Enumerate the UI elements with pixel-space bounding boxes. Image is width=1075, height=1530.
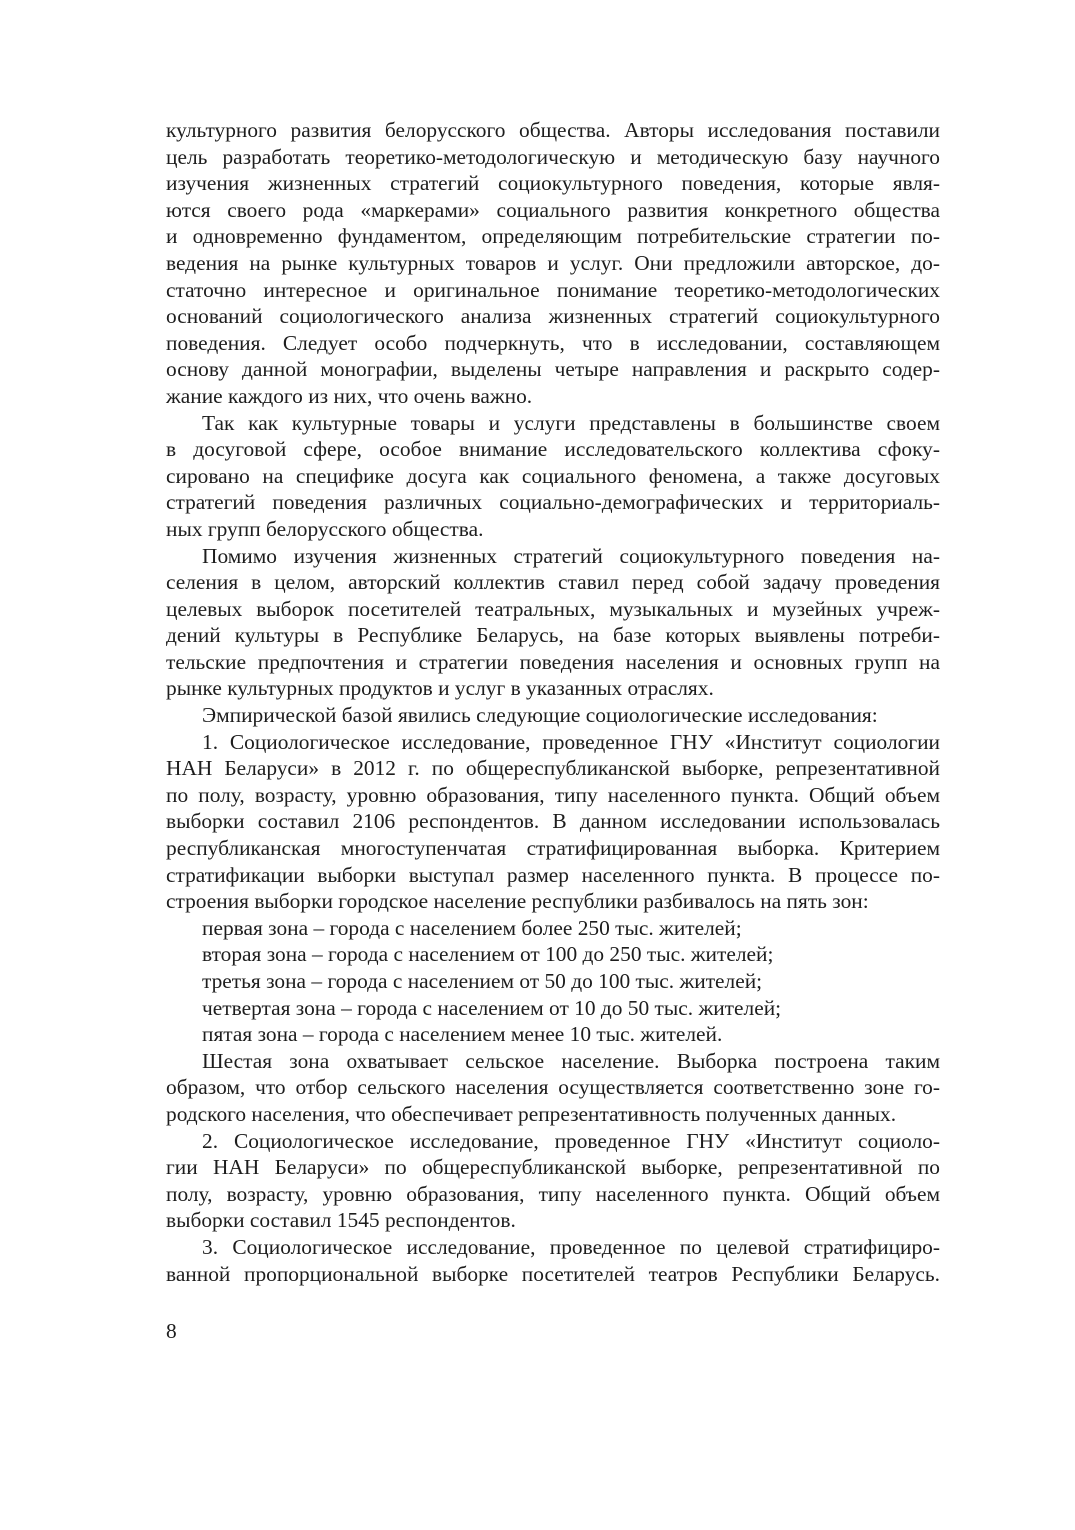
text-line: по полу, возрасту, уровню образования, типу населенного пункта. Общий объем xyxy=(166,782,940,807)
text-line: пятая зона – города с населением менее 10 тыс. жителей. xyxy=(202,1022,723,1047)
text-line: дений культуры в Республике Беларусь, на базе которых выявлены потреби- xyxy=(166,623,940,648)
text-line: 3. Социологическое исследование, проведенное по целевой стратифициро- xyxy=(202,1234,940,1259)
text-line: третья зона – города с населением от 50 до 100 тыс. жителей; xyxy=(202,969,763,993)
text-line: целевых выборок посетителей театральных, музыкальных и музейных учреж- xyxy=(166,596,940,621)
text-line: 2. Социологическое исследование, проведенное ГНУ «Институт социоло- xyxy=(202,1128,940,1153)
text-line: оснований социологического анализа жизненных стратегий социокультурного xyxy=(166,304,940,329)
text-line: образом, что отбор сельского населения осуществляется соответственно зоне го- xyxy=(166,1075,940,1100)
text-line: цель разработать теоретико-методологическую и методическую базу научного xyxy=(166,144,940,169)
text-line: ются своего рода «маркерами» социального развития конкретного общества xyxy=(166,197,940,222)
text-line: ванной пропорциональной выборке посетителей театров Республики Беларусь. xyxy=(166,1261,940,1286)
text-line: стратегий поведения различных социально-демографических и территориаль- xyxy=(166,490,940,515)
text-line: изучения жизненных стратегий социокультурного поведения, которые явля- xyxy=(166,171,940,196)
text-line: НАН Беларуси» в 2012 г. по общереспубликанской выборке, репрезентативной xyxy=(166,756,940,781)
text-line: строения выборки городское население республики разбивалось на пять зон: xyxy=(166,889,869,914)
text-line: культурного развития белорусского общества. Авторы исследования поставили xyxy=(166,118,940,142)
text-line: жание каждого из них, что очень важно. xyxy=(166,383,533,408)
text-line: в досуговой сфере, особое внимание исследовательского коллектива сфоку- xyxy=(166,437,940,462)
text-line: стратификации выборки выступал размер населенного пункта. В процессе по- xyxy=(166,862,940,887)
text-line: поведения. Следует особо подчеркнуть, что в исследовании, составляющем xyxy=(166,330,940,355)
text-line: рынке культурных продуктов и услуг в указанных отраслях. xyxy=(166,676,714,701)
text-line: четвертая зона – города с населением от 10 до 50 тыс. жителей; xyxy=(202,995,782,1020)
text-line: ных групп белорусского общества. xyxy=(166,516,484,541)
body-text xyxy=(166,117,940,1287)
text-line: полу, возрасту, уровню образования, типу населенного пункта. Общий объем xyxy=(166,1181,940,1206)
text-line: ведения на рынке культурных товаров и услуг. Они предложили авторское, до- xyxy=(166,250,940,275)
text-line: Эмпирической базой явились следующие социологические исследования: xyxy=(202,703,878,728)
text-line: тельские предпочтения и стратегии поведения населения и основных групп на xyxy=(166,649,940,674)
text-line: республиканская многоступенчатая стратифицированная выборка. Критерием xyxy=(166,836,940,861)
text-line: основу данной монографии, выделены четыре направления и раскрыто содер- xyxy=(166,357,940,382)
text-line: и одновременно фундаментом, определяющим потребительские стратегии по- xyxy=(166,224,940,249)
text-line: 1. Социологическое исследование, проведенное ГНУ «Институт социологии xyxy=(202,729,940,754)
text-line: Помимо изучения жизненных стратегий социокультурного поведения на- xyxy=(202,543,940,568)
text-line: гии НАН Беларуси» по общереспубликанской выборке, репрезентативной по xyxy=(166,1155,940,1180)
text-line: родского населения, что обеспечивает репрезентативность полученных данных. xyxy=(166,1101,897,1126)
page-number: 8 xyxy=(166,1319,177,1343)
text-line: Так как культурные товары и услуги представлены в большинстве своем xyxy=(202,410,940,435)
text-line: выборки составил 1545 респондентов. xyxy=(166,1208,516,1233)
text-line: первая зона – города с населением более 250 тыс. жителей; xyxy=(202,915,742,940)
text-line: вторая зона – города с населением от 100 до 250 тыс. жителей; xyxy=(202,942,774,967)
text-line: статочно интересное и оригинальное понимание теоретико-методологических xyxy=(166,277,940,302)
text-line: выборки составил 2106 респондентов. В данном исследовании использовалась xyxy=(166,809,940,834)
text-line: селения в целом, авторский коллектив ставил перед собой задачу проведения xyxy=(166,570,940,595)
text-line: сировано на специфике досуга как социального феномена, а также досуговых xyxy=(166,463,940,488)
text-line: Шестая зона охватывает сельское население. Выборка построена таким xyxy=(202,1048,940,1073)
